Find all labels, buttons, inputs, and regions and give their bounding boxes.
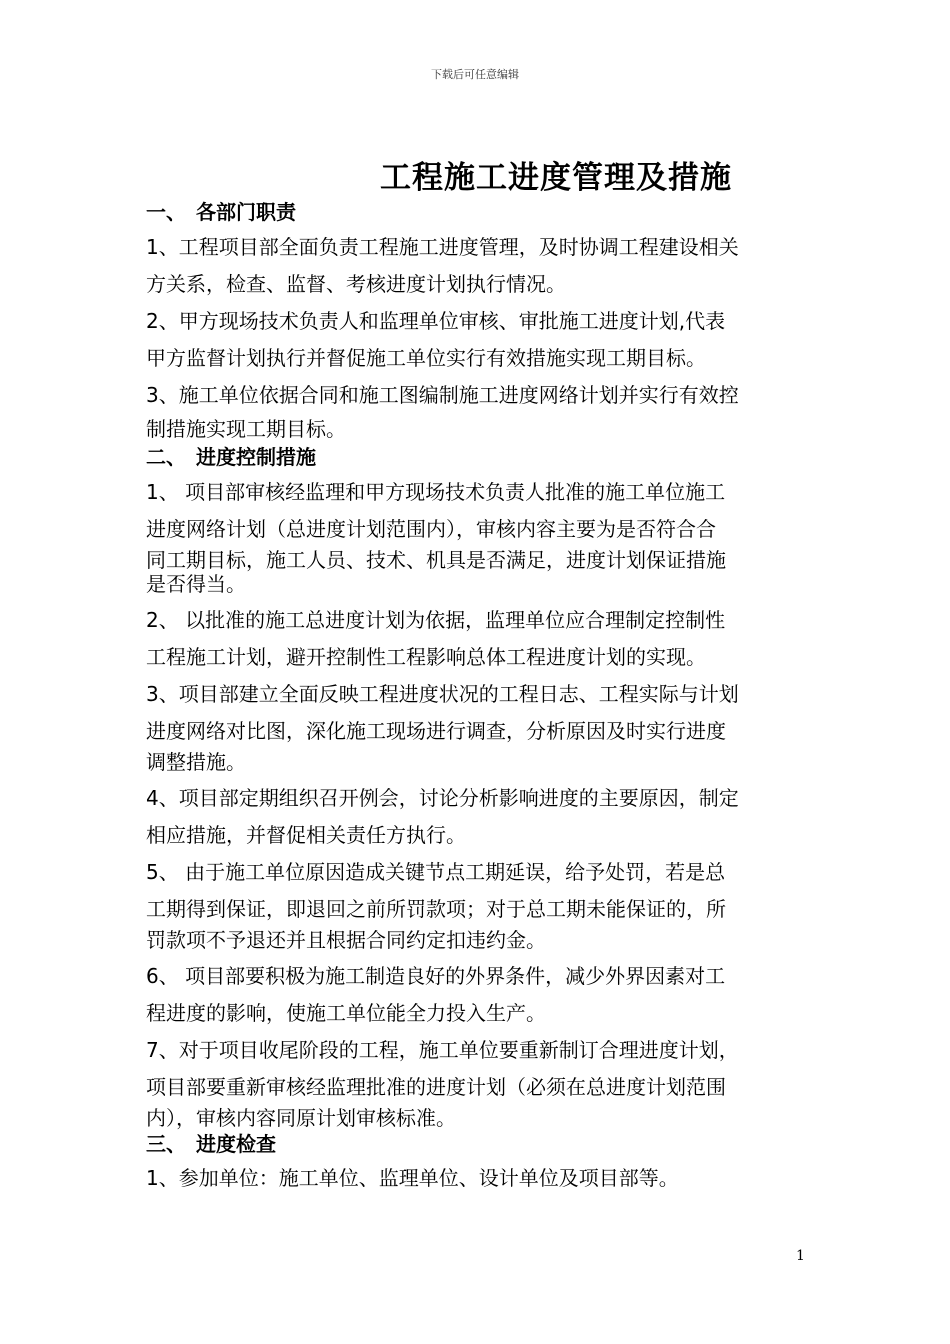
- paragraph-line: 1、工程项目部全面负责工程施工进度管理，及时协调工程建设相关: [146, 235, 739, 259]
- paragraph-line: 制措施实现工期目标。: [146, 417, 346, 441]
- section-heading-3: [146, 1130, 810, 1160]
- section-title: 进度检查: [196, 1132, 276, 1156]
- section-heading-1: [146, 195, 810, 229]
- paragraph-line: 方关系，检查、监督、考核进度计划执行情况。: [146, 272, 566, 296]
- section-number: 三、: [146, 1132, 186, 1156]
- paragraph-2-1: [146, 474, 810, 596]
- section-number: 二、: [146, 445, 186, 469]
- paragraph-1-2: [146, 303, 810, 377]
- paragraph-line: 调整措施。: [146, 750, 246, 774]
- paragraph-2-4: [146, 780, 810, 854]
- section-heading-2: [146, 444, 810, 474]
- paragraph-1-1: [146, 229, 810, 303]
- paragraph-line: 相应措施，并督促相关责任方执行。: [146, 823, 466, 847]
- paragraph-line: 甲方监督计划执行并督促施工单位实行有效措施实现工期目标。: [146, 346, 706, 370]
- paragraph-2-2: [146, 602, 810, 676]
- document-body: [146, 195, 810, 1197]
- section-title: 进度控制措施: [196, 445, 316, 469]
- paragraph-2-5: [146, 854, 810, 952]
- paragraph-line: 工程施工计划，避开控制性工程影响总体工程进度计划的实现。: [146, 645, 706, 669]
- section-title: 各部门职责: [196, 200, 296, 224]
- document-title: 工程施工进度管理及措施: [380, 160, 732, 196]
- paragraph-line: 进度网络计划（总进度计划范围内），审核内容主要为是否符合合: [146, 517, 716, 541]
- paragraph-line: 2、 以批准的施工总进度计划为依据，监理单位应合理制定控制性: [146, 608, 726, 632]
- paragraph-line: 同工期目标，施工人员、技术、机具是否满足，进度计划保证措施: [146, 548, 726, 572]
- paragraph-line: 工期得到保证，即退回之前所罚款项；对于总工期未能保证的，所: [146, 897, 726, 921]
- paragraph-line: 罚款项不予退还并且根据合同约定扣违约金。: [146, 928, 546, 952]
- paragraph-line: 项目部要重新审核经监理批准的进度计划（必须在总进度计划范围: [146, 1075, 726, 1099]
- paragraph-line: 内），审核内容同原计划审核标准。: [146, 1106, 456, 1130]
- page-number: 1: [796, 1248, 805, 1264]
- paragraph-line: 6、 项目部要积极为施工制造良好的外界条件，减少外界因素对工: [146, 964, 726, 988]
- paragraph-line: 进度网络对比图，深化施工现场进行调查，分析原因及时实行进度: [146, 719, 726, 743]
- paragraph-line: 程进度的影响，使施工单位能全力投入生产。: [146, 1001, 546, 1025]
- paragraph-line: 7、对于项目收尾阶段的工程，施工单位要重新制订合理进度计划，: [146, 1038, 739, 1062]
- paragraph-2-6: [146, 958, 810, 1032]
- section-number: 一、: [146, 200, 186, 224]
- paragraph-line: 2、甲方现场技术负责人和监理单位审核、审批施工进度计划,代表: [146, 309, 726, 333]
- paragraph-line: 3、施工单位依据合同和施工图编制施工进度网络计划并实行有效控: [146, 383, 739, 407]
- paragraph-line: 1、参加单位：施工单位、监理单位、设计单位及项目部等。: [146, 1166, 679, 1190]
- paragraph-line: 5、 由于施工单位原因造成关键节点工期延误，给予处罚，若是总: [146, 860, 726, 884]
- header-note: 下载后可任意编辑: [431, 68, 519, 81]
- paragraph-2-3: [146, 676, 810, 774]
- paragraph-2-7: [146, 1032, 810, 1130]
- paragraph-line: 3、项目部建立全面反映工程进度状况的工程日志、工程实际与计划: [146, 682, 739, 706]
- paragraph-1-3: [146, 377, 810, 444]
- paragraph-line: 是否得当。: [146, 572, 246, 596]
- paragraph-line: 1、 项目部审核经监理和甲方现场技术负责人批准的施工单位施工: [146, 480, 726, 504]
- paragraph-3-1: [146, 1160, 810, 1197]
- paragraph-line: 4、项目部定期组织召开例会，讨论分析影响进度的主要原因，制定: [146, 786, 739, 810]
